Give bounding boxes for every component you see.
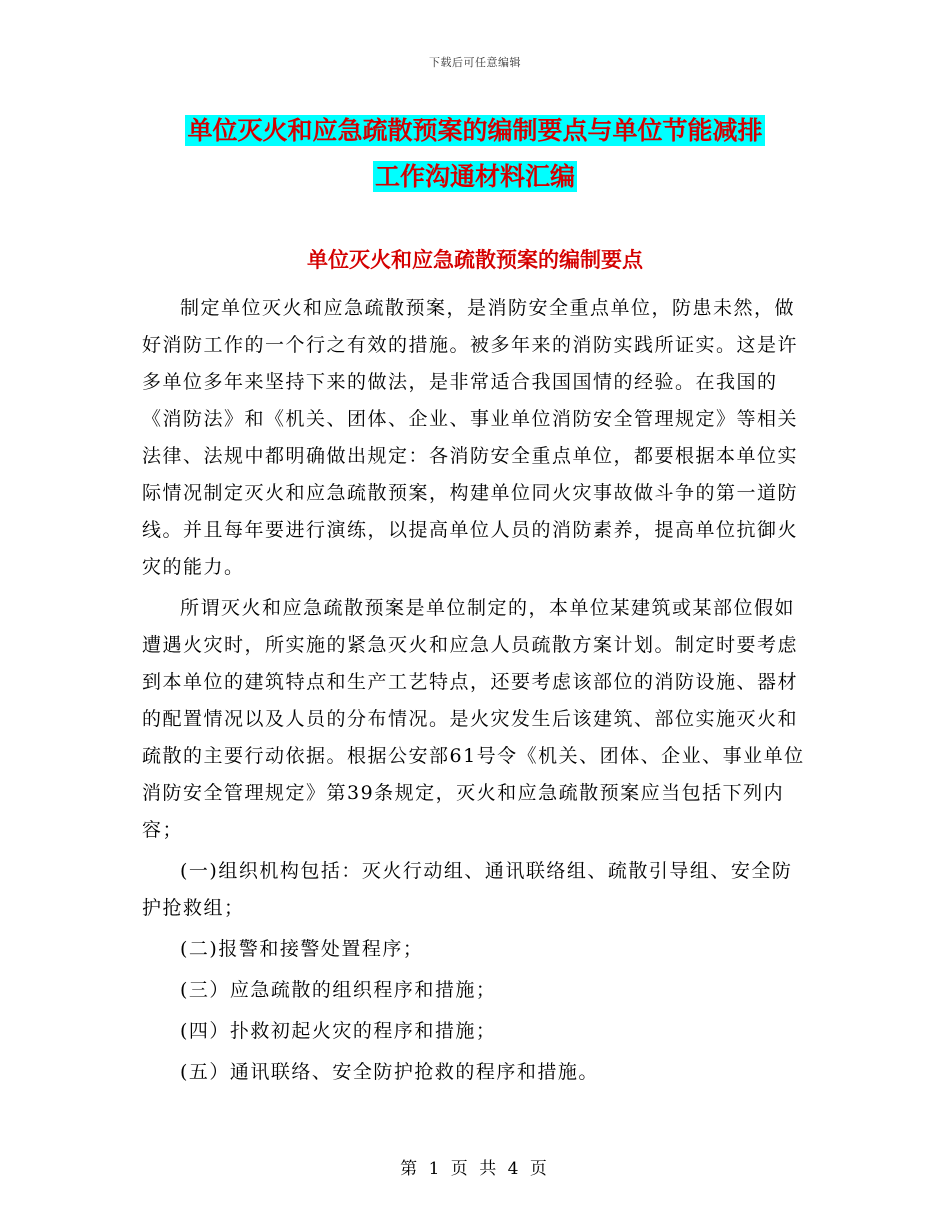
list-item-5: (五）通讯联络、安全防护抢救的程序和措施。	[180, 1061, 599, 1083]
page-number: 第 1 页 共 4 页	[400, 1159, 550, 1179]
document-body	[142, 290, 810, 1091]
list-item-3: (三）应急疏散的组织程序和措施；	[180, 979, 497, 1001]
document-title	[140, 108, 810, 200]
paragraph-1: 制定单位灭火和应急疏散预案，是消防安全重点单位，防患未然，做好消防工作的一个行之有效的措施。被多年来的消防实践所证实。这是许多单位多年来坚持下来的做法，是非常适合我国国情的经验。在我国的《消防法》和《机关、团体、企业、事业单位消防安全管理规定》等相关法律、法规中都明确做出规定：各消防安全重点单位，都要根据本单位实际情况制定灭火和应急疏散预案，构建单位同火灾事故做斗争的第一道防线。并且每年要进行演练，以提高单位人员的消防素养，提高单位抗御火灾的能力。	[142, 297, 799, 578]
paragraph-2: 所谓灭火和应急疏散预案是单位制定的，本单位某建筑或某部位假如遭遇火灾时，所实施的紧急灭火和应急人员疏散方案计划。制定时要考虑到本单位的建筑特点和生产工艺特点，还要考虑该部位的消防设施、器材的配置情况以及人员的分布情况。是火灾发生后该建筑、部位实施灭火和疏散的主要行动依据。根据公安部61号令《机关、团体、企业、事业单位消防安全管理规定》第39条规定，灭火和应急疏散预案应当包括下列内容；	[142, 597, 805, 841]
list-item-1: (一)组织机构包括：灭火行动组、通讯联络组、疏散引导组、安全防护抢救组；	[142, 860, 793, 919]
title-line-2: 工作沟通材料汇编	[374, 162, 575, 191]
title-line-1: 单位灭火和应急疏散预案的编制要点与单位节能减排	[187, 116, 763, 145]
section-title: 单位灭火和应急疏散预案的编制要点	[307, 248, 643, 272]
list-item-2: (二)报警和接警处置程序；	[180, 938, 424, 960]
list-item-4: (四）扑救初起火灾的程序和措施；	[180, 1020, 497, 1042]
header-note: 下载后可任意编辑	[429, 56, 521, 69]
